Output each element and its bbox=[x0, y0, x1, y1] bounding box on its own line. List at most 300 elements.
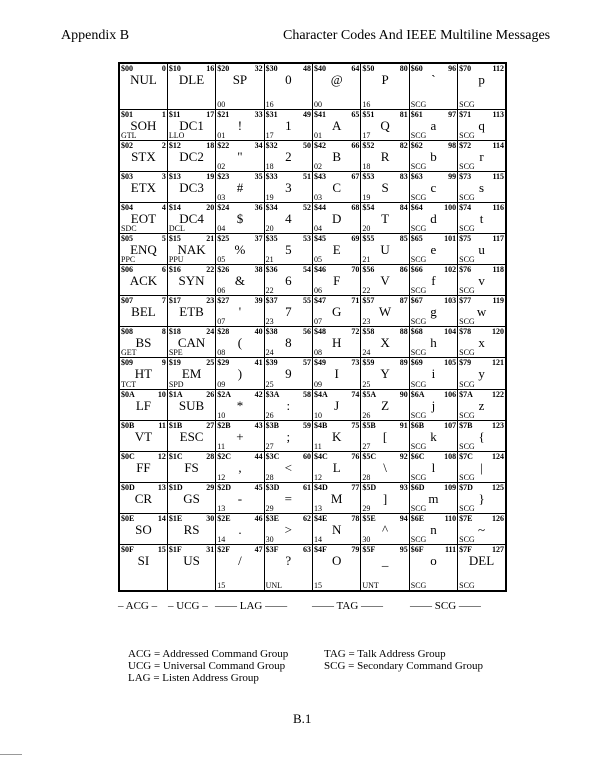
header-left: Appendix B bbox=[61, 28, 130, 43]
cell-hex: $3A bbox=[265, 389, 280, 399]
table-row bbox=[119, 203, 506, 234]
cell-hex: $64 bbox=[410, 203, 423, 213]
cell-hex: $6D bbox=[410, 482, 425, 492]
cell-decimal: 24 bbox=[206, 327, 215, 337]
cell-decimal: 57 bbox=[303, 358, 311, 368]
cell-hex: $77 bbox=[459, 296, 472, 306]
code-cell bbox=[216, 513, 264, 544]
table-row bbox=[119, 296, 506, 327]
cell-hex: $58 bbox=[362, 327, 375, 337]
code-cell bbox=[216, 265, 264, 296]
cell-group: 18 bbox=[362, 162, 371, 172]
cell-hex: $75 bbox=[459, 234, 472, 244]
table-row bbox=[119, 544, 506, 591]
cell-group: SCG bbox=[410, 410, 427, 420]
cell-group: SCG bbox=[410, 379, 427, 389]
cell-group: 01 bbox=[314, 131, 322, 141]
cell-decimal: 8 bbox=[161, 327, 166, 337]
cell-decimal: 126 bbox=[492, 513, 504, 523]
cell-hex: $39 bbox=[265, 358, 278, 368]
cell-group: 00 bbox=[217, 100, 226, 110]
cell-decimal: 5 bbox=[161, 234, 166, 244]
cell-group: 30 bbox=[265, 534, 274, 544]
cell-hex: $01 bbox=[121, 110, 133, 120]
cell-hex: $70 bbox=[459, 64, 472, 73]
cell-group: 10 bbox=[217, 410, 226, 420]
code-cell bbox=[167, 389, 215, 420]
cell-character: , bbox=[238, 459, 242, 475]
cell-decimal: 22 bbox=[206, 265, 215, 275]
cell-decimal: 73 bbox=[351, 358, 360, 368]
code-cell bbox=[264, 451, 312, 482]
cell-character: ` bbox=[431, 72, 436, 87]
cell-decimal: 95 bbox=[399, 544, 408, 554]
cell-character: 6 bbox=[285, 273, 292, 289]
cell-group: 26 bbox=[265, 410, 274, 420]
code-cell bbox=[313, 172, 361, 203]
cell-hex: $40 bbox=[314, 64, 326, 73]
cell-group: PPU bbox=[168, 255, 184, 265]
cell-decimal: 94 bbox=[399, 513, 408, 523]
cell-character: > bbox=[284, 521, 292, 537]
cell-hex: $22 bbox=[217, 141, 230, 151]
cell-group: 05 bbox=[217, 255, 226, 265]
cell-character: q bbox=[478, 118, 485, 134]
code-cell bbox=[458, 296, 506, 327]
cell-decimal: 117 bbox=[492, 234, 504, 244]
cell-decimal: 119 bbox=[492, 296, 504, 306]
table-row bbox=[119, 110, 506, 141]
cell-decimal: 49 bbox=[303, 110, 311, 120]
cell-character: RS bbox=[183, 521, 200, 537]
cell-decimal: 97 bbox=[448, 110, 457, 120]
code-cell bbox=[264, 234, 312, 265]
cell-decimal: 42 bbox=[254, 389, 263, 399]
cell-decimal: 12 bbox=[157, 451, 166, 461]
cell-group: 20 bbox=[265, 224, 274, 234]
code-cell bbox=[361, 234, 409, 265]
cell-group: 07 bbox=[314, 317, 322, 327]
code-cell bbox=[119, 265, 167, 296]
code-cell bbox=[458, 203, 506, 234]
cell-decimal: 27 bbox=[206, 420, 215, 430]
cell-decimal: 4 bbox=[161, 203, 166, 213]
page-number: B.1 bbox=[293, 711, 312, 726]
cell-hex: $45 bbox=[314, 234, 326, 244]
cell-group: 25 bbox=[265, 379, 274, 389]
cell-hex: $1C bbox=[168, 451, 183, 461]
cell-character: DC1 bbox=[179, 118, 204, 134]
cell-group: SCG bbox=[459, 441, 475, 451]
code-cell bbox=[409, 110, 457, 141]
cell-character: b bbox=[430, 149, 437, 165]
cell-hex: $54 bbox=[362, 203, 375, 213]
cell-group: SCG bbox=[459, 503, 475, 513]
code-cell bbox=[216, 172, 264, 203]
cell-character: ; bbox=[286, 428, 291, 444]
cell-decimal: 2 bbox=[161, 141, 166, 151]
cell-hex: $7D bbox=[459, 482, 473, 492]
cell-hex: $4C bbox=[314, 451, 328, 461]
code-cell bbox=[264, 482, 312, 513]
cell-decimal: 67 bbox=[351, 172, 360, 182]
code-cell bbox=[409, 172, 457, 203]
cell-character: 5 bbox=[285, 242, 292, 258]
cell-group: 05 bbox=[314, 255, 322, 265]
cell-group: SCG bbox=[459, 581, 475, 590]
cell-character: k bbox=[430, 428, 437, 444]
cell-character: ACK bbox=[129, 273, 158, 289]
cell-decimal: 116 bbox=[492, 203, 504, 213]
cell-character: < bbox=[284, 459, 292, 475]
cell-group: SCG bbox=[459, 100, 475, 110]
cell-decimal: 96 bbox=[448, 64, 457, 73]
cell-hex: $37 bbox=[265, 296, 278, 306]
cell-group: SCG bbox=[459, 472, 475, 482]
code-cell bbox=[458, 420, 506, 451]
cell-group: GTL bbox=[121, 131, 137, 141]
cell-decimal: 54 bbox=[303, 265, 311, 275]
cell-character: \ bbox=[383, 459, 387, 475]
cell-character: EM bbox=[181, 366, 202, 382]
cell-group: SCG bbox=[410, 317, 427, 327]
cell-group: SCG bbox=[410, 348, 427, 358]
cell-group: 28 bbox=[362, 472, 371, 482]
cell-hex: $0C bbox=[121, 451, 135, 461]
cell-decimal: 83 bbox=[399, 172, 408, 182]
cell-character: p bbox=[478, 72, 485, 87]
code-cell bbox=[167, 63, 215, 110]
code-cell bbox=[313, 203, 361, 234]
cell-decimal: 68 bbox=[351, 203, 360, 213]
code-cell bbox=[167, 110, 215, 141]
group-bar-lag: —— LAG —— bbox=[215, 600, 288, 612]
table-row bbox=[119, 327, 506, 358]
cell-group: SCG bbox=[459, 193, 475, 203]
cell-group: SCG bbox=[459, 224, 475, 234]
cell-character: - bbox=[237, 490, 243, 506]
cell-hex: $3E bbox=[265, 513, 279, 523]
cell-decimal: 127 bbox=[492, 544, 504, 554]
cell-hex: $6F bbox=[410, 544, 424, 554]
cell-decimal: 10 bbox=[157, 389, 166, 399]
code-cell bbox=[313, 63, 361, 110]
cell-group: 06 bbox=[217, 286, 226, 296]
cell-character: L bbox=[332, 459, 341, 475]
cell-character: a bbox=[430, 118, 437, 134]
code-cell bbox=[119, 513, 167, 544]
cell-decimal: 14 bbox=[157, 513, 166, 523]
cell-character: y bbox=[478, 366, 485, 382]
code-cell bbox=[409, 513, 457, 544]
cell-decimal: 25 bbox=[206, 358, 215, 368]
table-row bbox=[119, 63, 506, 110]
cell-decimal: 80 bbox=[399, 64, 408, 73]
cell-character: e bbox=[430, 242, 437, 258]
cell-hex: $46 bbox=[314, 265, 326, 275]
cell-hex: $04 bbox=[121, 203, 133, 213]
cell-character: Y bbox=[380, 366, 390, 382]
code-cell bbox=[119, 141, 167, 172]
cell-character: F bbox=[333, 273, 341, 289]
cell-hex: $5E bbox=[362, 513, 376, 523]
cell-character: VT bbox=[134, 428, 153, 444]
cell-character: : bbox=[286, 397, 291, 413]
cell-character: # bbox=[236, 180, 244, 196]
cell-group: 15 bbox=[314, 581, 322, 590]
cell-hex: $1A bbox=[168, 389, 183, 399]
cell-hex: $14 bbox=[168, 203, 181, 213]
cell-character: " bbox=[237, 149, 243, 165]
cell-group: 16 bbox=[362, 100, 371, 110]
cell-hex: $6A bbox=[410, 389, 425, 399]
cell-group: UNL bbox=[265, 581, 283, 590]
cell-hex: $00 bbox=[121, 64, 133, 73]
cell-character: SP bbox=[232, 72, 248, 87]
cell-character: z bbox=[478, 397, 485, 413]
cell-hex: $41 bbox=[314, 110, 326, 120]
cell-group: 08 bbox=[217, 348, 226, 358]
cell-hex: $62 bbox=[410, 141, 423, 151]
cell-decimal: 88 bbox=[399, 327, 408, 337]
code-cell bbox=[313, 420, 361, 451]
code-cell bbox=[216, 234, 264, 265]
cell-hex: $4F bbox=[314, 544, 327, 554]
cell-decimal: 64 bbox=[351, 64, 360, 73]
cell-decimal: 63 bbox=[303, 544, 311, 554]
cell-character: + bbox=[236, 428, 244, 444]
cell-decimal: 79 bbox=[351, 544, 360, 554]
cell-decimal: 112 bbox=[492, 64, 504, 73]
cell-decimal: 36 bbox=[254, 203, 263, 213]
cell-decimal: 85 bbox=[399, 234, 408, 244]
cell-hex: $4A bbox=[314, 389, 328, 399]
cell-character: = bbox=[284, 490, 292, 506]
cell-decimal: 45 bbox=[254, 482, 263, 492]
cell-hex: $3C bbox=[265, 451, 280, 461]
cell-decimal: 121 bbox=[492, 358, 504, 368]
code-cell bbox=[458, 141, 506, 172]
cell-character: g bbox=[430, 304, 437, 320]
cell-hex: $74 bbox=[459, 203, 472, 213]
cell-character: SYN bbox=[178, 273, 205, 289]
code-cell bbox=[264, 513, 312, 544]
cell-group: 09 bbox=[217, 379, 226, 389]
cell-decimal: 74 bbox=[351, 389, 360, 399]
cell-decimal: 16 bbox=[206, 64, 215, 73]
cell-decimal: 90 bbox=[399, 389, 408, 399]
cell-character: % bbox=[234, 242, 246, 258]
cell-group: SCG bbox=[459, 131, 475, 141]
table-row bbox=[119, 358, 506, 389]
cell-character: K bbox=[331, 428, 342, 444]
group-bar-scg: —— SCG —— bbox=[410, 600, 481, 612]
code-cell bbox=[167, 265, 215, 296]
cell-hex: $0B bbox=[121, 420, 135, 430]
cell-group: SCG bbox=[410, 286, 427, 296]
cell-character: EOT bbox=[130, 211, 157, 227]
cell-hex: $08 bbox=[121, 327, 133, 337]
cell-character: f bbox=[431, 273, 436, 289]
cell-decimal: 82 bbox=[399, 141, 408, 151]
cell-hex: $13 bbox=[168, 172, 181, 182]
cell-character: ENQ bbox=[130, 242, 157, 258]
code-cell bbox=[458, 513, 506, 544]
cell-hex: $09 bbox=[121, 358, 133, 368]
cell-hex: $73 bbox=[459, 172, 472, 182]
cell-decimal: 78 bbox=[351, 513, 360, 523]
cell-character: | bbox=[480, 459, 483, 475]
cell-decimal: 20 bbox=[206, 203, 215, 213]
code-cell bbox=[361, 358, 409, 389]
cell-group: SCG bbox=[410, 503, 427, 513]
legend-scg: SCG = Secondary Command Group bbox=[324, 660, 483, 672]
cell-character: SI bbox=[137, 552, 150, 568]
code-cell bbox=[313, 141, 361, 172]
cell-decimal: 50 bbox=[303, 141, 311, 151]
cell-character: ( bbox=[237, 335, 243, 351]
cell-group: 08 bbox=[314, 348, 322, 358]
table-row bbox=[119, 172, 506, 203]
cell-group: 22 bbox=[265, 286, 274, 296]
cell-group: 13 bbox=[217, 503, 226, 513]
cell-character: DC3 bbox=[179, 180, 204, 196]
cell-group: 14 bbox=[217, 534, 226, 544]
cell-character: n bbox=[430, 521, 437, 537]
cell-character: D bbox=[331, 211, 342, 227]
cell-decimal: 46 bbox=[254, 513, 263, 523]
cell-character: 9 bbox=[285, 366, 292, 382]
cell-hex: $53 bbox=[362, 172, 375, 182]
cell-decimal: 106 bbox=[444, 389, 457, 399]
cell-decimal: 114 bbox=[492, 141, 504, 151]
table-row bbox=[119, 141, 506, 172]
cell-character: ^ bbox=[382, 521, 389, 537]
cell-group: 01 bbox=[217, 131, 226, 141]
cell-decimal: 110 bbox=[444, 513, 457, 523]
table-row bbox=[119, 265, 506, 296]
cell-decimal: 100 bbox=[444, 203, 457, 213]
table-row bbox=[119, 451, 506, 482]
cell-group: 17 bbox=[265, 131, 274, 141]
code-cell bbox=[409, 327, 457, 358]
cell-hex: $1B bbox=[168, 420, 183, 430]
cell-group: SCG bbox=[410, 162, 427, 172]
cell-character: SUB bbox=[178, 397, 205, 413]
cell-hex: $43 bbox=[314, 172, 326, 182]
cell-group: SCG bbox=[410, 193, 427, 203]
cell-decimal: 81 bbox=[399, 110, 408, 120]
code-cell bbox=[167, 451, 215, 482]
cell-group: SCG bbox=[410, 534, 427, 544]
cell-decimal: 72 bbox=[351, 327, 360, 337]
cell-decimal: 35 bbox=[254, 172, 263, 182]
cell-character: s bbox=[479, 180, 485, 196]
code-cell bbox=[216, 110, 264, 141]
cell-decimal: 3 bbox=[161, 172, 166, 182]
cell-hex: $12 bbox=[168, 141, 181, 151]
cell-hex: $29 bbox=[217, 358, 230, 368]
cell-decimal: 124 bbox=[492, 451, 504, 461]
cell-hex: $5A bbox=[362, 389, 377, 399]
cell-group: 11 bbox=[314, 441, 322, 451]
cell-hex: $56 bbox=[362, 265, 375, 275]
cell-hex: $1F bbox=[168, 544, 182, 554]
cell-hex: $5F bbox=[362, 544, 376, 554]
cell-decimal: 31 bbox=[206, 544, 215, 554]
cell-character: LF bbox=[135, 397, 152, 413]
cell-hex: $03 bbox=[121, 172, 133, 182]
cell-decimal: 7 bbox=[161, 296, 166, 306]
cell-group: 24 bbox=[362, 348, 371, 358]
cell-group: DCL bbox=[168, 224, 185, 234]
cell-decimal: 51 bbox=[303, 172, 311, 182]
cell-group: 10 bbox=[314, 410, 322, 420]
cell-character: ETB bbox=[179, 304, 204, 320]
cell-group: SPD bbox=[168, 379, 184, 389]
cell-character: G bbox=[331, 304, 342, 320]
cell-group: 24 bbox=[265, 348, 274, 358]
table-row bbox=[119, 420, 506, 451]
code-cell bbox=[361, 141, 409, 172]
cell-decimal: 55 bbox=[303, 296, 311, 306]
code-cell bbox=[264, 420, 312, 451]
cell-hex: $72 bbox=[459, 141, 472, 151]
cell-character: HT bbox=[134, 366, 153, 382]
cell-hex: $11 bbox=[168, 110, 181, 120]
cell-character: SOH bbox=[130, 118, 157, 134]
cell-hex: $52 bbox=[362, 141, 375, 151]
cell-decimal: 125 bbox=[492, 482, 504, 492]
cell-hex: $63 bbox=[410, 172, 423, 182]
cell-character: C bbox=[332, 180, 342, 196]
cell-decimal: 40 bbox=[254, 327, 263, 337]
cell-hex: $47 bbox=[314, 296, 326, 306]
cell-group: 14 bbox=[314, 534, 322, 544]
cell-hex: $44 bbox=[314, 203, 326, 213]
cell-character: . bbox=[238, 521, 242, 537]
legend-lag: LAG = Listen Address Group bbox=[128, 672, 259, 684]
cell-decimal: 28 bbox=[206, 451, 215, 461]
code-cell bbox=[216, 296, 264, 327]
cell-hex: $71 bbox=[459, 110, 472, 120]
cell-decimal: 107 bbox=[444, 420, 457, 430]
cell-decimal: 86 bbox=[399, 265, 408, 275]
code-cell bbox=[409, 296, 457, 327]
character-code-table bbox=[118, 62, 507, 592]
cell-character: NUL bbox=[130, 72, 157, 87]
code-cell bbox=[458, 389, 506, 420]
cell-character: M bbox=[330, 490, 343, 506]
cell-character: BS bbox=[135, 335, 152, 351]
cell-hex: $69 bbox=[410, 358, 423, 368]
cell-group: 21 bbox=[265, 255, 274, 265]
code-cell bbox=[458, 110, 506, 141]
cell-hex: $2C bbox=[217, 451, 232, 461]
code-cell bbox=[361, 420, 409, 451]
cell-decimal: 30 bbox=[206, 513, 215, 523]
cell-character: 0 bbox=[285, 72, 292, 87]
code-cell bbox=[361, 389, 409, 420]
cell-character: u bbox=[478, 242, 485, 258]
cell-decimal: 23 bbox=[206, 296, 215, 306]
cell-group: 03 bbox=[217, 193, 226, 203]
code-cell bbox=[167, 358, 215, 389]
table-row bbox=[119, 482, 506, 513]
code-cell bbox=[167, 296, 215, 327]
cell-hex: $3F bbox=[265, 544, 279, 554]
cell-hex: $76 bbox=[459, 265, 472, 275]
